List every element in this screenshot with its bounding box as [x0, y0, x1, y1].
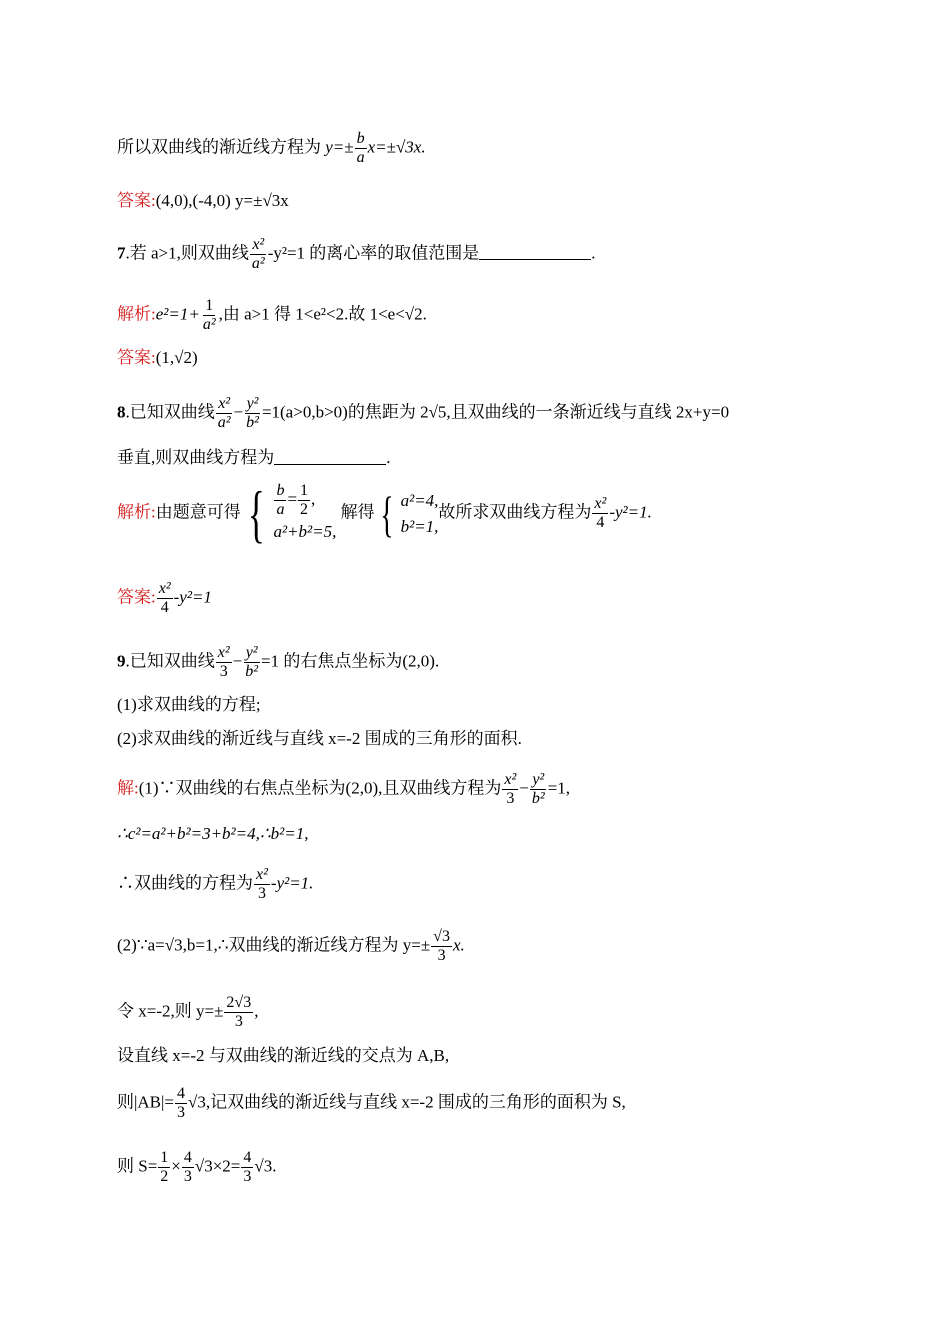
text: x. [452, 935, 465, 955]
operator: × [171, 1156, 181, 1176]
question-number: 9 [117, 651, 126, 671]
numerator: 4 [243, 1149, 252, 1166]
text: -y²=1. [270, 873, 314, 893]
denominator: 3 [243, 1168, 252, 1185]
denominator: 2 [160, 1168, 169, 1185]
fraction [244, 395, 261, 432]
text: (2)求双曲线的渐近线与直线 x=-2 围成的三角形的面积. [117, 729, 522, 748]
system-row-2: b²=1, [400, 516, 439, 536]
numerator: 4 [177, 1085, 186, 1102]
colon: : [134, 778, 139, 798]
numerator: x² [252, 236, 265, 253]
expr: e²=1+ [155, 304, 200, 324]
text: 由题意可得 [155, 502, 241, 522]
denominator: a [356, 149, 365, 166]
text: 设直线 x=-2 与双曲线的渐近线的交点为 A,B, [117, 1046, 450, 1065]
text: ∴双曲线的方程为 [117, 873, 253, 893]
denominator: 3 [506, 790, 515, 807]
denominator: a [276, 501, 285, 518]
text: √3×2= [194, 1156, 241, 1176]
text: ∴c²=a²+b²=3+b²=4,∴b²=1, [117, 824, 309, 843]
colon: : [151, 191, 156, 210]
fraction [254, 866, 270, 903]
solution-label: 解析 [117, 304, 151, 324]
question-8-line-2 [117, 447, 391, 469]
question-number: 7 [117, 243, 126, 263]
text: 则|AB|= [117, 1092, 175, 1112]
operator: − [233, 402, 244, 422]
denominator: 3 [183, 1168, 192, 1185]
operator: − [232, 651, 243, 671]
question-number: 8 [117, 402, 126, 422]
question-8 [117, 395, 729, 432]
denominator: a² [202, 316, 216, 333]
solution-9-line-3 [117, 866, 313, 903]
question-7 [117, 236, 596, 273]
numerator: 4 [183, 1149, 192, 1166]
solution-9-line-6 [117, 1045, 449, 1067]
text: .已知双曲线 [125, 651, 215, 671]
fraction [530, 771, 547, 808]
fraction [216, 395, 233, 432]
fraction [157, 580, 173, 617]
text: √3. [254, 1156, 277, 1176]
answer-blank [274, 450, 386, 465]
system-row-1: a²=4, [400, 490, 439, 510]
numerator: y² [532, 771, 545, 788]
solution-7 [117, 297, 427, 334]
denominator: 3 [437, 947, 446, 964]
solution-9-line-2 [117, 823, 309, 845]
numerator: y² [245, 644, 258, 661]
answer-7 [117, 347, 198, 369]
answer-text: -y²=1 [173, 587, 212, 607]
text: 垂直,则双曲线方程为 [117, 448, 275, 467]
numerator: x² [218, 395, 231, 412]
question-9 [117, 644, 439, 681]
numerator: b [276, 482, 285, 499]
text: =1, [547, 778, 571, 798]
text: -y²=1. [609, 502, 652, 522]
solution-9-line-8 [117, 1149, 277, 1186]
solution-label: 解析 [117, 502, 151, 522]
denominator: a² [217, 414, 231, 431]
numerator: b [356, 130, 365, 147]
text: . [386, 448, 391, 467]
denominator: 3 [219, 663, 228, 680]
text: 则 S= [117, 1156, 158, 1176]
denominator: 2 [300, 501, 309, 518]
numerator: x² [158, 580, 171, 597]
denominator: 3 [257, 885, 266, 902]
denominator: 4 [596, 514, 605, 531]
solution-label: 解 [117, 778, 134, 798]
answer-text: (4,0),(-4,0) y=±√3x [155, 191, 289, 210]
text: √3,记双曲线的渐近线与直线 x=-2 围成的三角形的面积为 S, [188, 1092, 626, 1112]
text: =1 的右焦点坐标为(2,0). [261, 651, 440, 671]
text: 令 x=-2,则 y=± [117, 1001, 224, 1021]
colon: : [151, 587, 156, 607]
numerator: 1 [205, 297, 214, 314]
solution-9 [117, 771, 570, 808]
expr: x=±√3x. [367, 137, 426, 157]
fraction [241, 1149, 253, 1186]
colon: : [151, 304, 156, 324]
text: , [311, 489, 316, 509]
operator: − [519, 778, 529, 798]
fraction [158, 1149, 170, 1186]
fraction [201, 297, 218, 334]
fraction [592, 495, 608, 532]
question-9-part-1 [117, 694, 261, 716]
denominator: a² [251, 255, 265, 272]
numerator: y² [246, 395, 259, 412]
fraction [224, 994, 253, 1031]
numerator: 2√3 [226, 994, 252, 1011]
equation-system [375, 484, 439, 544]
answer-label: 答案 [117, 191, 151, 210]
fraction [355, 130, 367, 167]
text: (2)∵a=√3,b=1,∴双曲线的渐近线方程为 y=± [117, 935, 431, 955]
solution-9-line-5 [117, 994, 258, 1031]
numerator: x² [217, 644, 230, 661]
text: ,由 a>1 得 1<e²<2.故 1<e<√2. [218, 304, 427, 324]
expr: y=± [325, 137, 354, 157]
fraction [502, 771, 518, 808]
asymptote-line [117, 130, 426, 167]
text: .已知双曲线 [125, 402, 215, 422]
text: .若 a>1,则双曲线 [125, 243, 249, 263]
equation-system [241, 477, 337, 549]
fraction [243, 644, 260, 681]
fraction [175, 1085, 187, 1122]
answer-label: 答案 [117, 587, 151, 607]
answer-1 [117, 190, 289, 212]
text: , [254, 1001, 259, 1021]
operator: = [287, 489, 298, 509]
left-brace: { [247, 477, 265, 549]
fraction [216, 644, 232, 681]
answer-8 [117, 580, 212, 617]
text: (1)∵双曲线的右焦点坐标为(2,0),且双曲线方程为 [138, 778, 502, 798]
fraction [182, 1149, 194, 1186]
system-row-1 [273, 482, 336, 519]
text: -y²=1 的离心率的取值范围是 [267, 243, 480, 263]
fraction [250, 236, 267, 273]
colon: : [151, 502, 156, 522]
system-row-2: a²+b²=5, [273, 522, 337, 541]
denominator: b² [245, 663, 259, 680]
left-brace: { [379, 485, 394, 542]
denominator: b² [531, 790, 545, 807]
denominator: 3 [177, 1104, 186, 1121]
text: 解得 [336, 502, 375, 522]
colon: : [151, 348, 156, 367]
answer-text: (1,√2) [155, 348, 198, 367]
numerator: x² [594, 495, 607, 512]
fraction [431, 928, 452, 965]
numerator: 1 [300, 482, 309, 499]
text: 故所求双曲线方程为 [438, 502, 592, 522]
solution-8 [117, 477, 652, 549]
question-9-part-2 [117, 728, 522, 750]
solution-9-line-4 [117, 928, 465, 965]
numerator: x² [504, 771, 517, 788]
text: (1)求双曲线的方程; [117, 695, 261, 714]
answer-blank [479, 245, 591, 260]
text: =1(a>0,b>0)的焦距为 2√5,且双曲线的一条渐近线与直线 2x+y=0 [261, 402, 730, 422]
denominator: b² [246, 414, 259, 431]
denominator: 3 [234, 1013, 243, 1030]
denominator: 4 [160, 599, 169, 616]
answer-label: 答案 [117, 348, 151, 367]
text: . [591, 243, 596, 263]
numerator: x² [256, 866, 268, 883]
text: 所以双曲线的渐近线方程为 [117, 137, 326, 157]
numerator: √3 [433, 928, 450, 945]
solution-9-line-7 [117, 1085, 626, 1122]
numerator: 1 [160, 1149, 169, 1166]
